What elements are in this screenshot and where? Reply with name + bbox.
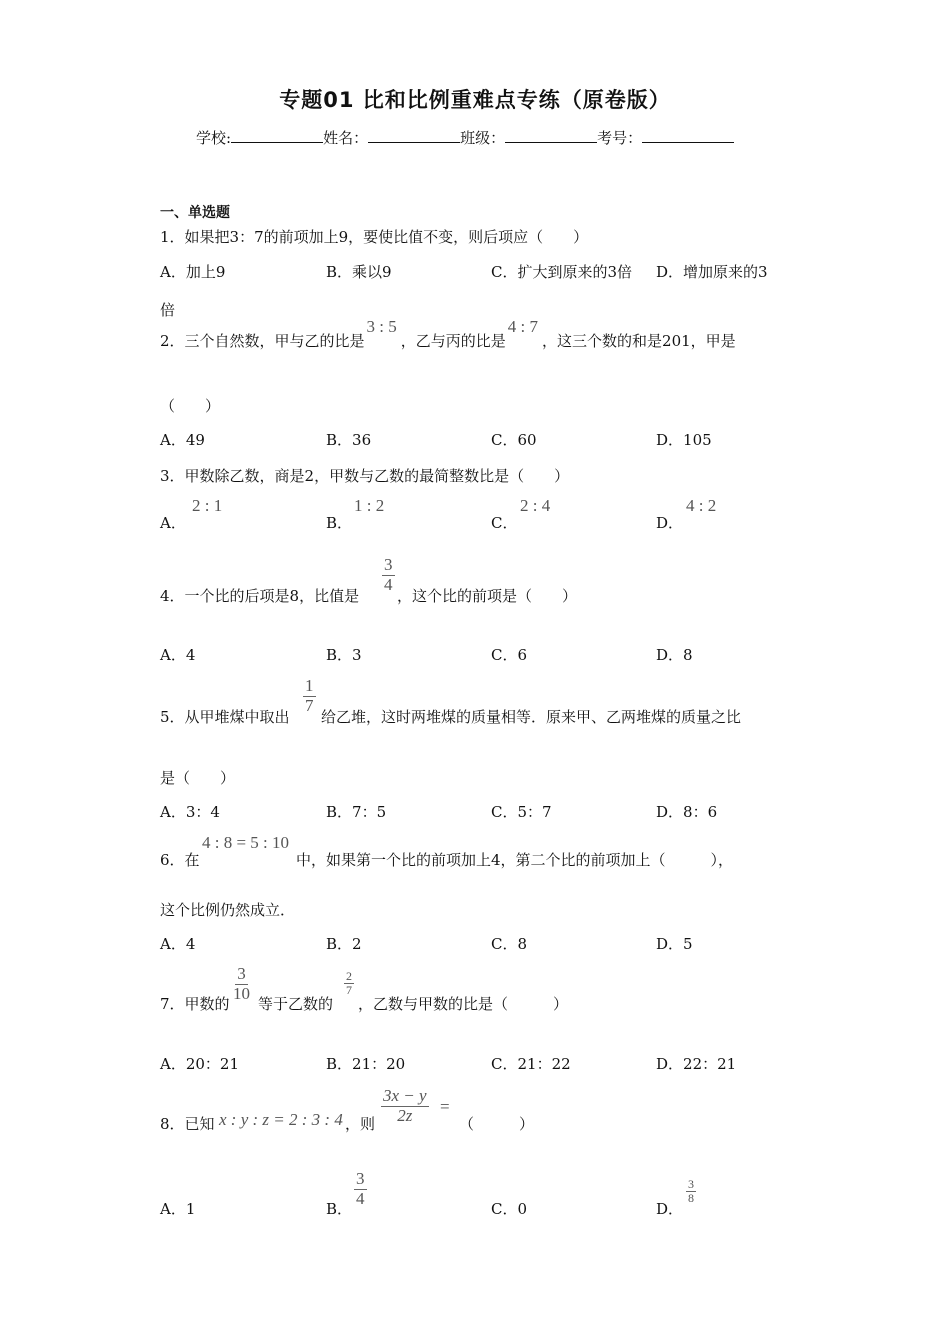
q8-option-b-num: 3 bbox=[356, 1169, 365, 1188]
q4-option-a[interactable]: A．4 bbox=[160, 646, 196, 664]
q5-option-d[interactable]: D．8：6 bbox=[656, 803, 718, 821]
q6-option-c[interactable]: C．8 bbox=[491, 935, 528, 953]
question-3-stem: 3．甲数除乙数，商是2，甲数与乙数的最简整数比是（ ） bbox=[160, 467, 570, 485]
q3-option-b[interactable]: B． bbox=[326, 514, 353, 532]
q3-option-d[interactable]: D． bbox=[656, 514, 684, 532]
page-title: 专题01 比和比例重难点专练（原卷版） bbox=[279, 88, 671, 112]
q8-option-b-fraction bbox=[354, 1170, 367, 1208]
q1-option-c[interactable]: C．扩大到原来的3倍 bbox=[491, 263, 633, 281]
class-blank[interactable] bbox=[505, 128, 597, 143]
section-heading: 一、单选题 bbox=[160, 205, 230, 221]
q5-fraction-num: 1 bbox=[305, 676, 314, 695]
q8-option-c[interactable]: C．0 bbox=[491, 1200, 528, 1218]
q7-option-c[interactable]: C．21：22 bbox=[491, 1055, 571, 1073]
q7-fraction-1-num: 3 bbox=[237, 964, 246, 983]
question-5-stem-b: 给乙堆，这时两堆煤的质量相等．原来甲、乙两堆煤的质量之比 bbox=[321, 708, 742, 726]
school-label: 学校: bbox=[196, 129, 232, 147]
q3-option-d-ratio: 4 : 2 bbox=[686, 496, 717, 515]
q1-option-a[interactable]: A．加上9 bbox=[160, 263, 226, 281]
question-4-stem-b: ，这个比的前项是（ ） bbox=[397, 587, 578, 605]
exam-no-label: 考号： bbox=[597, 129, 643, 147]
class-label: 班级： bbox=[460, 129, 506, 147]
exam-no-blank[interactable] bbox=[642, 128, 734, 143]
q8-option-d[interactable]: D． bbox=[656, 1200, 684, 1218]
q8-option-b-den: 4 bbox=[356, 1188, 365, 1208]
q3-option-b-ratio: 1 : 2 bbox=[354, 496, 385, 515]
q2-option-d[interactable]: D．105 bbox=[656, 431, 712, 449]
q5-fraction-den: 7 bbox=[305, 695, 314, 715]
q7-fraction-2-den: 7 bbox=[346, 983, 352, 998]
q6-wrap: 这个比例仍然成立． bbox=[160, 901, 296, 919]
q4-option-c[interactable]: C．6 bbox=[491, 646, 528, 664]
q2-text-c: ，这三个数的和是201，甲是 bbox=[542, 332, 736, 350]
question-7-stem-b: 等于乙数的 bbox=[258, 995, 334, 1013]
q1-option-d[interactable]: D．增加原来的3 bbox=[656, 263, 768, 281]
q2-option-c[interactable]: C．60 bbox=[491, 431, 537, 449]
q5-option-b[interactable]: B．7：5 bbox=[326, 803, 387, 821]
q8-option-d-fraction bbox=[686, 1178, 696, 1205]
q4-option-d[interactable]: D．8 bbox=[656, 646, 693, 664]
q8-option-d-den: 8 bbox=[688, 1191, 694, 1206]
question-8-stem-a: 8．已知 bbox=[160, 1115, 215, 1133]
q6-option-a[interactable]: A．4 bbox=[160, 935, 196, 953]
q7-fraction-1 bbox=[233, 965, 250, 1003]
q7-option-b[interactable]: B．21：20 bbox=[326, 1055, 406, 1073]
q7-option-d[interactable]: D．22：21 bbox=[656, 1055, 737, 1073]
q2-text-b: ，乙与丙的比是 bbox=[400, 332, 506, 350]
q8-ratio: x : y : z = 2 : 3 : 4 bbox=[219, 1110, 343, 1129]
q2-ratio-a: 3 : 5 bbox=[366, 317, 397, 336]
q4-fraction-den: 4 bbox=[384, 574, 393, 594]
q8-option-d-num: 3 bbox=[688, 1177, 694, 1191]
q7-fraction-1-den: 10 bbox=[233, 983, 250, 1003]
q5-wrap: 是（ ） bbox=[160, 769, 236, 787]
q4-fraction-num: 3 bbox=[384, 555, 393, 574]
info-line bbox=[196, 127, 734, 148]
question-2-stem bbox=[160, 317, 736, 351]
q8-fraction-den: 2z bbox=[397, 1105, 413, 1125]
q2-wrap: （ ） bbox=[160, 397, 221, 415]
question-6-stem-a: 6．在 bbox=[160, 851, 200, 869]
q2-option-b[interactable]: B．36 bbox=[326, 431, 372, 449]
q8-fraction bbox=[381, 1087, 429, 1125]
q3-option-c-ratio: 2 : 4 bbox=[520, 496, 551, 515]
q7-option-a[interactable]: A．20：21 bbox=[160, 1055, 240, 1073]
q6-proportion: 4 : 8 = 5 : 10 bbox=[202, 833, 290, 852]
q1-option-d-wrap: 倍 bbox=[160, 301, 176, 319]
question-8-stem-c: （ ） bbox=[459, 1115, 535, 1133]
question-5-stem-a: 5．从甲堆煤中取出 bbox=[160, 708, 290, 726]
q5-fraction bbox=[303, 677, 316, 715]
question-4-stem-a: 4．一个比的后项是8，比值是 bbox=[160, 587, 360, 605]
q6-option-d[interactable]: D．5 bbox=[656, 935, 693, 953]
q1-option-b[interactable]: B．乘以9 bbox=[326, 263, 392, 281]
question-7-stem-c: ，乙数与甲数的比是（ ） bbox=[358, 995, 569, 1013]
name-label: 姓名： bbox=[323, 129, 369, 147]
q7-fraction-2-num: 2 bbox=[346, 969, 352, 983]
q3-option-a-ratio: 2 : 1 bbox=[192, 496, 223, 515]
q2-option-a[interactable]: A．49 bbox=[160, 431, 205, 449]
q5-option-c[interactable]: C．5：7 bbox=[491, 803, 552, 821]
q8-option-a[interactable]: A．1 bbox=[160, 1200, 196, 1218]
question-6-stem-b: 中，如果第一个比的前项加上4，第二个比的前项加上（ ）， bbox=[296, 851, 734, 869]
question-7-stem-a: 7．甲数的 bbox=[160, 995, 230, 1013]
q2-text-a: 2．三个自然数，甲与乙的比是 bbox=[160, 332, 365, 350]
q4-fraction bbox=[382, 556, 395, 594]
q5-option-a[interactable]: A．3：4 bbox=[160, 803, 220, 821]
school-blank[interactable] bbox=[231, 128, 323, 143]
name-blank[interactable] bbox=[368, 128, 460, 143]
question-8-stem-b: ，则 bbox=[345, 1115, 376, 1133]
q3-option-c[interactable]: C． bbox=[491, 514, 518, 532]
q8-option-b[interactable]: B． bbox=[326, 1200, 353, 1218]
q3-option-a[interactable]: A． bbox=[160, 514, 186, 532]
q4-option-b[interactable]: B．3 bbox=[326, 646, 362, 664]
q8-fraction-num: 3x − y bbox=[383, 1086, 427, 1105]
q7-fraction-2 bbox=[344, 970, 354, 997]
question-1-stem: 1．如果把3：7的前项加上9，要使比值不变，则后项应（ ） bbox=[160, 228, 589, 246]
q8-equals: = bbox=[440, 1097, 450, 1116]
q6-option-b[interactable]: B．2 bbox=[326, 935, 362, 953]
q2-ratio-b: 4 : 7 bbox=[507, 317, 539, 336]
